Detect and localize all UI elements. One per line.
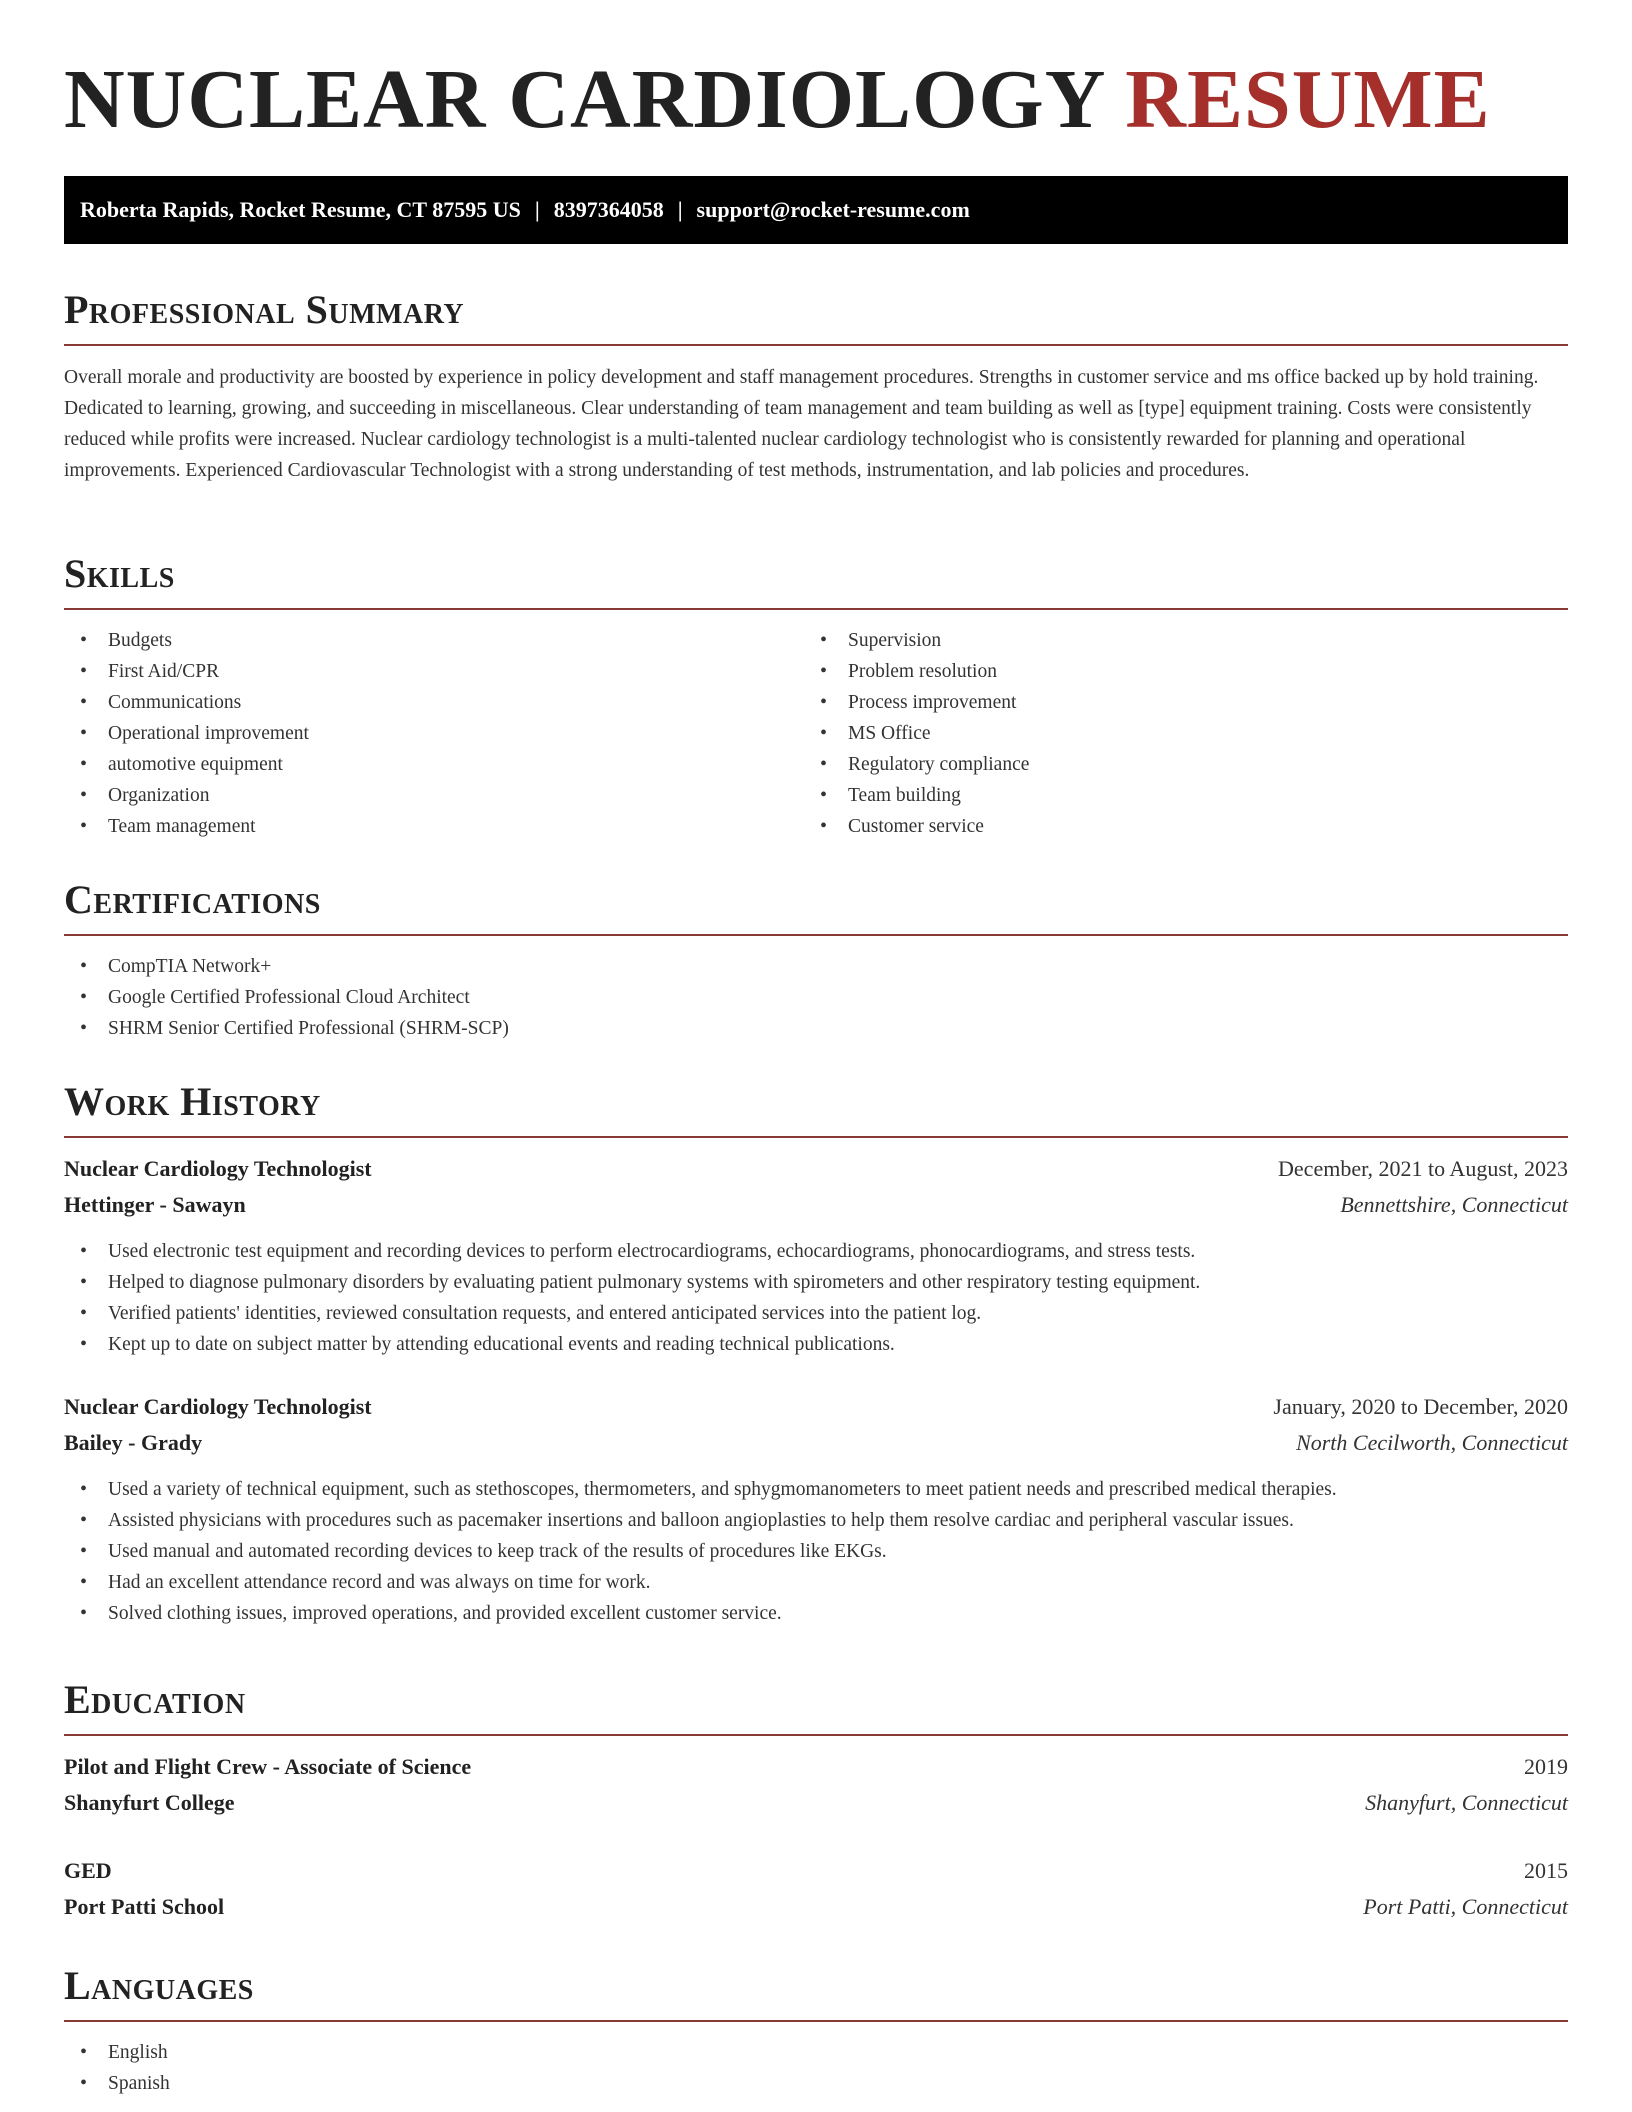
job-bullet: • Assisted physicians with procedures such as pacemaker insertions and balloon angioplasties to help them resolve cardiac and peripheral vascular issues. (64, 1505, 1568, 1536)
resume-title (64, 53, 1491, 146)
certification-item: • CompTIA Network+ (64, 951, 1568, 982)
skills-heading: Skills (64, 551, 175, 596)
section-rule (64, 934, 1568, 936)
skill-item: • Team building (804, 780, 1544, 811)
skills-list-left (64, 625, 804, 842)
skills-columns (64, 625, 1568, 842)
job-bullet: • Used a variety of technical equipment, such as stethoscopes, thermometers, and sphygmomanometers to meet patient needs and prescribed medical therapies. (64, 1474, 1568, 1505)
education-degree: GED (64, 1858, 112, 1883)
skill-item: • Communications (64, 687, 804, 718)
languages-list (64, 2037, 1568, 2099)
job-company-row (64, 1187, 1568, 1223)
work-history-section (64, 1079, 1568, 1629)
skill-item: • Problem resolution (804, 656, 1544, 687)
contact-bar (64, 176, 1568, 244)
section-rule (64, 344, 1568, 346)
job-bullet: • Had an excellent attendance record and was always on time for work. (64, 1567, 1568, 1598)
job-header-row (64, 1389, 1568, 1425)
education-section (64, 1677, 1568, 1925)
skills-list-right (804, 625, 1544, 842)
job-dates: December, 2021 to August, 2023 (1278, 1156, 1568, 1181)
education-location: Shanyfurt, Connecticut (1365, 1790, 1568, 1815)
section-rule (64, 608, 1568, 610)
title-main: NUCLEAR CARDIOLOGY (64, 53, 1104, 146)
education-entry (64, 1749, 1568, 1821)
education-year: 2015 (1524, 1858, 1568, 1883)
education-heading: Education (64, 1677, 246, 1722)
job-bullet: • Helped to diagnose pulmonary disorders by evaluating patient pulmonary systems with spirometers and other respiratory testing equipment. (64, 1267, 1568, 1298)
section-rule (64, 2020, 1568, 2022)
job-company-row (64, 1425, 1568, 1461)
skill-item: • Operational improvement (64, 718, 804, 749)
job-location: North Cecilworth, Connecticut (1296, 1430, 1568, 1455)
contact-phone: 8397364058 (553, 197, 664, 222)
job-company: Bailey - Grady (64, 1430, 203, 1455)
contact-separator: | (677, 197, 683, 222)
section-rule (64, 1136, 1568, 1138)
education-school-row (64, 1785, 1568, 1821)
summary-section (64, 287, 1568, 486)
skills-section (64, 551, 1568, 842)
certification-item: • SHRM Senior Certified Professional (SHRM-SCP) (64, 1013, 1568, 1044)
contact-address: Roberta Rapids, Rocket Resume, CT 87595 US (80, 197, 521, 222)
education-entry (64, 1853, 1568, 1925)
job-entry (64, 1389, 1568, 1629)
skill-item: • First Aid/CPR (64, 656, 804, 687)
skill-item: • Organization (64, 780, 804, 811)
education-year: 2019 (1524, 1754, 1568, 1779)
education-school-row (64, 1889, 1568, 1925)
education-degree: Pilot and Flight Crew - Associate of Science (64, 1754, 472, 1779)
certifications-list (64, 951, 1568, 1044)
job-title: Nuclear Cardiology Technologist (64, 1394, 372, 1419)
skill-item: • MS Office (804, 718, 1544, 749)
job-bullet: • Kept up to date on subject matter by attending educational events and reading technical publications. (64, 1329, 1568, 1360)
contact-separator: | (534, 197, 540, 222)
skill-item: • automotive equipment (64, 749, 804, 780)
education-location: Port Patti, Connecticut (1363, 1894, 1568, 1919)
job-bullets (64, 1236, 1568, 1360)
job-bullet: • Solved clothing issues, improved operations, and provided excellent customer service. (64, 1598, 1568, 1629)
language-item: • Spanish (64, 2068, 1568, 2099)
education-degree-row (64, 1749, 1568, 1785)
education-degree-row (64, 1853, 1568, 1889)
language-item: • English (64, 2037, 1568, 2068)
job-entry (64, 1151, 1568, 1360)
skill-item: • Budgets (64, 625, 804, 656)
title-accent: RESUME (1125, 53, 1491, 146)
job-header-row (64, 1151, 1568, 1187)
skill-item: • Regulatory compliance (804, 749, 1544, 780)
summary-heading: Professional Summary (64, 287, 465, 332)
education-school: Port Patti School (64, 1894, 225, 1919)
work-history-heading: Work History (64, 1079, 321, 1124)
job-bullet: • Used electronic test equipment and recording devices to perform electrocardiograms, echocardiograms, phonocardiograms, and stress tests. (64, 1236, 1568, 1267)
section-rule (64, 1734, 1568, 1736)
skill-item: • Process improvement (804, 687, 1544, 718)
job-bullets (64, 1474, 1568, 1629)
education-school: Shanyfurt College (64, 1790, 235, 1815)
skill-item: • Team management (64, 811, 804, 842)
languages-heading: Languages (64, 1963, 254, 2008)
contact-email[interactable]: support@rocket-resume.com (696, 197, 970, 222)
certifications-heading: Certifications (64, 877, 321, 922)
skill-item: • Supervision (804, 625, 1544, 656)
skill-item: • Customer service (804, 811, 1544, 842)
job-title: Nuclear Cardiology Technologist (64, 1156, 372, 1181)
job-bullet: • Used manual and automated recording devices to keep track of the results of procedures like EKGs. (64, 1536, 1568, 1567)
job-bullet: • Verified patients' identities, reviewed consultation requests, and entered anticipated services into the patient log. (64, 1298, 1568, 1329)
certification-item: • Google Certified Professional Cloud Architect (64, 982, 1568, 1013)
summary-text: Overall morale and productivity are boosted by experience in policy development and staff management procedures. Strengths in customer service and ms office backed up by hold training. Dedicated to learning, growing, and succeeding in miscellaneous. Clear understanding of team management and team building as well as [type] equipment training. Costs were consistently reduced while profits were increased. Nuclear cardiology technologist is a multi-talented nuclear cardiology technologist who is consistently rewarded for planning and operational improvements. Experienced Cardiovascular Technologist with a strong understanding of test methods, instrumentation, and lab policies and procedures. (64, 367, 1539, 481)
job-company: Hettinger - Sawayn (64, 1192, 246, 1217)
certifications-section (64, 877, 1568, 1044)
job-location: Bennettshire, Connecticut (1340, 1192, 1568, 1217)
job-dates: January, 2020 to December, 2020 (1273, 1394, 1568, 1419)
languages-section (64, 1963, 1568, 2099)
